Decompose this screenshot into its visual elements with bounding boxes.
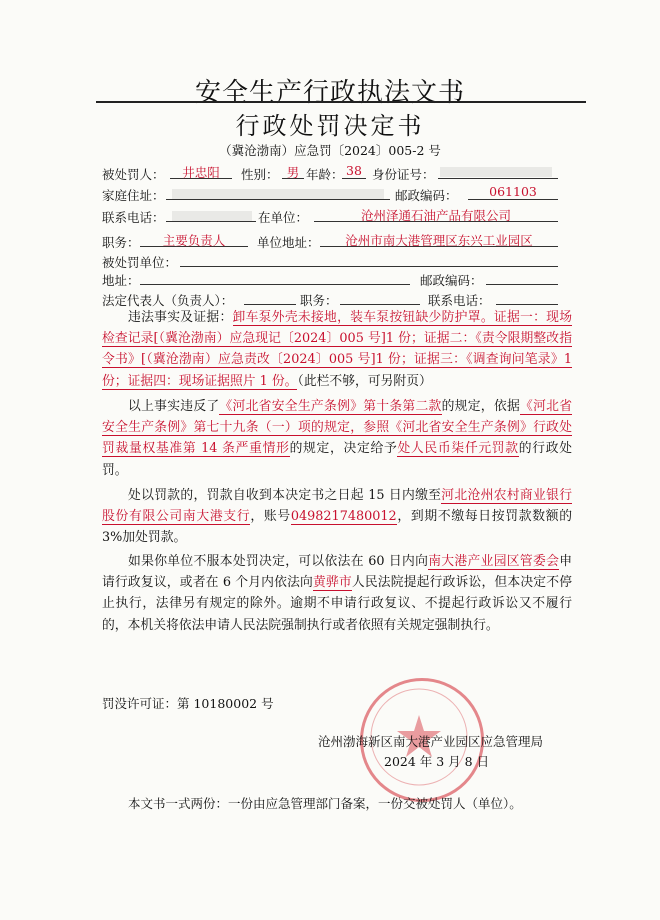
address-redaction — [172, 189, 384, 199]
issuing-agency: 沧州渤海新区南大港产业园区应急管理局 — [318, 734, 544, 749]
legal-basis-paragraph — [102, 396, 572, 481]
position-label: 职务： — [102, 235, 140, 250]
punished-unit-blank — [180, 254, 558, 267]
copies-note: 本文书一式两份：一份由应急管理部门备案，一份交被处罚人（单位）。 — [128, 796, 522, 811]
payment-text-2: ，账号 — [250, 509, 291, 525]
legal-rep-blank — [244, 292, 296, 305]
phone2-blank — [496, 292, 558, 305]
address2-label: 地址： — [102, 273, 140, 288]
company-name: 沧州泽通石油产品有限公司 — [314, 206, 558, 222]
document-series-title: 安全生产行政执法文书 — [194, 78, 465, 108]
phone2-label: 联系电话： — [428, 293, 491, 308]
punished-name: 井忠阳 — [170, 163, 232, 179]
facts-text: 卸车泵外壳未接地，装车泵按钮缺少防护罩。证据一：现场检查记录[（冀沧渤南）应急现记〔2024〕005 号]1 份；证据二：《责令限期整改指令书》[（冀沧渤南）应急责改〔2024〕005 号]1 份；证据三：《调查询问笔录》1 份；证据四：现场证据照片 1 份。 — [102, 310, 573, 389]
basis-text-3: 的规定，决定给予 — [289, 441, 398, 457]
title-rule — [96, 101, 586, 103]
facts-heading: 违法事实及证据： — [128, 310, 233, 325]
document-title: 行政处罚决定书 — [235, 112, 425, 140]
facts-note: （此栏不够，可另附页） — [297, 373, 432, 389]
position2-label: 职务： — [300, 293, 338, 308]
address2-blank — [140, 272, 410, 285]
appeal-text-3: 人民法院提起行政诉讼，但本决定不停止执行，法律另有规定的除外。逾期不申请行政复议、不提起行政诉讼又不履行的，本机关将依法申请人民法院强制执行或者依照有关规定强制执行。 — [102, 575, 573, 633]
basis-text-1: 以上事实违反了 — [128, 399, 220, 414]
punished-label: 被处罚人： — [102, 167, 165, 182]
punished-unit-label: 被处罚单位： — [102, 255, 178, 270]
issue-date: 2024 年 3 月 8 日 — [384, 754, 490, 769]
phone-label: 联系电话： — [102, 210, 165, 225]
legal-rep-label: 法定代表人（负责人）： — [102, 293, 234, 308]
id-redaction — [440, 167, 552, 177]
appeal-text-2: 申请行政复议，或者在 6 个月内依法向 — [102, 554, 573, 591]
postcode-value: 061103 — [468, 184, 558, 200]
age-value: 38 — [342, 163, 366, 179]
permit-number: 罚没许可证：第 10180002 号 — [102, 696, 274, 711]
court-city: 黄骅市 — [312, 575, 352, 591]
gender-label: 性别： — [241, 167, 279, 182]
appeal-paragraph — [102, 551, 572, 636]
unit-address-label: 单位地址： — [257, 235, 320, 250]
review-authority: 南大港产业园区管委会 — [428, 554, 560, 569]
position2-blank — [340, 292, 420, 305]
bank-name: 河北沧州农村商业银行股份有限公司南大港支行 — [102, 488, 572, 525]
postcode-label: 邮政编码： — [395, 188, 458, 203]
payment-text-3: ，到期不缴每日按罚款数额的 3%加处罚款。 — [102, 509, 573, 546]
phone-redaction — [172, 211, 252, 221]
gender-value: 男 — [282, 163, 304, 179]
workplace-label: 在单位： — [258, 210, 309, 225]
appeal-text-1: 如果你单位不服本处罚决定，可以依法在 60 日内向 — [128, 554, 429, 569]
document-number: （冀沧渤南）应急罚〔2024〕005-2 号 — [219, 143, 441, 158]
applied-regulation: 《河北省安全生产条例》第七十九条（一）项的规定，参照《河北省安全生产条例》行政处罚裁量权基准第 14 条严重情形 — [102, 399, 573, 457]
id-label: 身份证号： — [372, 167, 435, 182]
payment-paragraph — [102, 485, 572, 549]
basis-text-2: 的规定，依据 — [441, 399, 521, 414]
payment-text-1: 处以罚款的，罚款自收到本决定书之日起 15 日内缴至 — [128, 488, 442, 503]
penalty-amount: 处人民币柒仟元罚款 — [397, 441, 519, 457]
unit-address-value: 沧州市南大港管理区东兴工业园区 — [320, 231, 558, 247]
basis-text-4: 的行政处罚。 — [102, 441, 573, 478]
postcode2-label: 邮政编码： — [420, 273, 483, 288]
address-label: 家庭住址： — [102, 188, 165, 203]
position-value: 主要负责人 — [140, 231, 248, 247]
violated-regulation: 《河北省安全生产条例》第十条第二款 — [219, 399, 442, 414]
postcode2-blank — [486, 272, 558, 285]
age-label: 年龄： — [306, 167, 344, 182]
violation-facts-paragraph — [102, 307, 572, 392]
account-number: 0498217480012 — [290, 509, 397, 525]
